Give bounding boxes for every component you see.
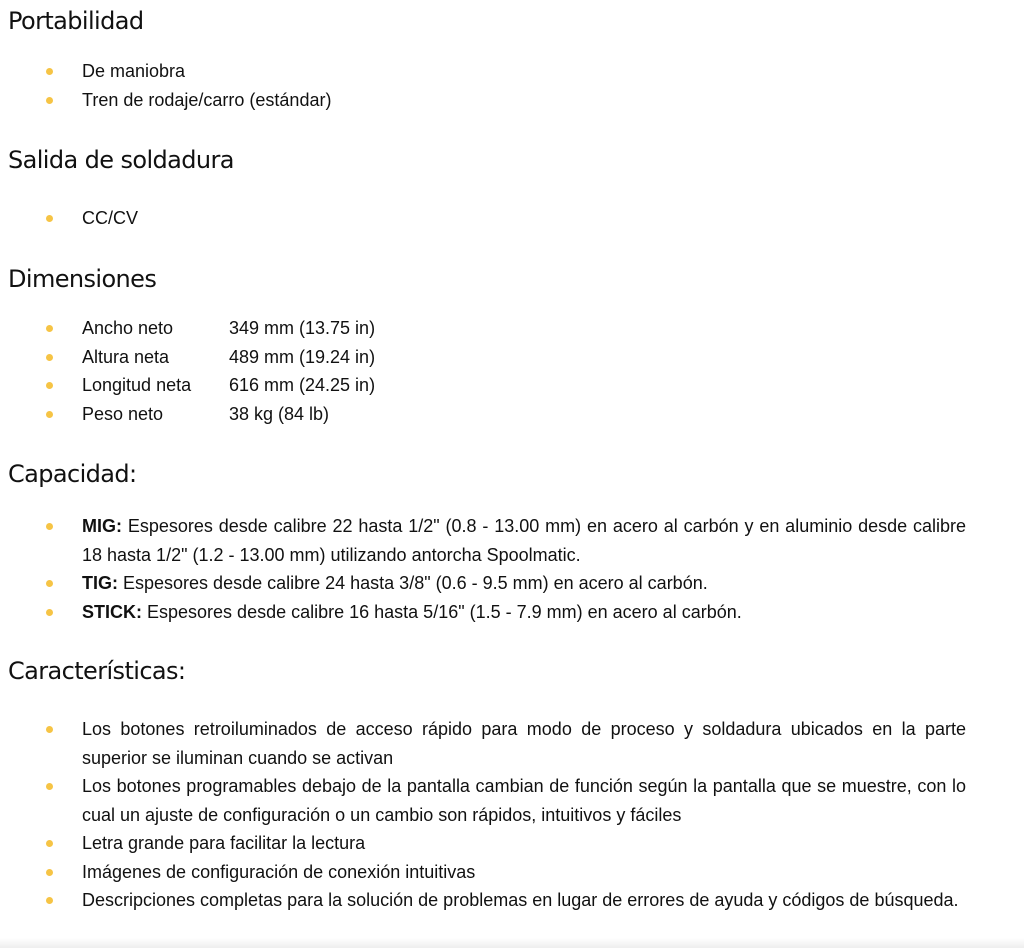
dimension-label: Longitud neta xyxy=(82,375,192,395)
capacidad-heading: Capacidad: xyxy=(8,460,137,488)
dimension-label: Altura neta xyxy=(82,346,170,367)
bullet-icon xyxy=(46,580,53,587)
list-item-text: CC/CV xyxy=(82,208,139,228)
list-item xyxy=(0,772,1024,829)
list-item xyxy=(0,343,1024,372)
list-item xyxy=(0,57,1024,86)
process-label: MIG: xyxy=(82,516,122,536)
dimension-value: 489 mm (19.24 in) xyxy=(229,346,376,367)
bullet-icon xyxy=(46,411,53,418)
list-item xyxy=(0,204,1024,233)
bullet-icon xyxy=(46,869,53,876)
dimension-label: Ancho neto xyxy=(82,318,174,338)
list-item xyxy=(0,512,1024,569)
bullet-icon xyxy=(46,215,53,222)
list-item-text: Descripciones completas para la solución de problemas en lugar de errores de ayuda y códigos de búsqueda. xyxy=(82,890,959,910)
portabilidad-list xyxy=(0,57,1024,114)
caracteristicas-list xyxy=(0,715,1024,915)
caracteristicas-heading: Características: xyxy=(8,657,186,685)
list-item xyxy=(0,886,1024,915)
bullet-icon xyxy=(46,897,53,904)
bullet-icon xyxy=(46,68,53,75)
dimension-value: 616 mm (24.25 in) xyxy=(229,375,376,395)
portabilidad-heading: Portabilidad xyxy=(8,7,144,35)
bullet-icon xyxy=(46,783,53,790)
bullet-icon xyxy=(46,382,53,389)
process-label: STICK: xyxy=(82,601,142,622)
bullet-icon xyxy=(46,840,53,847)
list-item xyxy=(0,598,1024,627)
dimension-value: 38 kg (84 lb) xyxy=(229,403,330,424)
bullet-icon xyxy=(46,609,53,616)
capacidad-list xyxy=(0,512,1024,626)
dimension-value: 349 mm (13.75 in) xyxy=(229,318,376,338)
bullet-icon xyxy=(46,523,53,530)
list-item xyxy=(0,829,1024,858)
list-item xyxy=(0,86,1024,115)
salida-list xyxy=(0,204,1024,233)
bullet-icon xyxy=(46,97,53,104)
process-text: Espesores desde calibre 22 hasta 1/2" (0.8 - 13.00 mm) en acero al carbón y en aluminio desde calibre 18 hasta 1/2" (1.2 - 13.00 mm) utilizando antorcha Spoolmatic. xyxy=(82,516,966,565)
list-item-text: Los botones programables debajo de la pantalla cambian de función según la pantalla que se muestre, con lo cual un ajuste de configuración o un cambio son rápidos, intuitivos y fáciles xyxy=(82,776,966,825)
process-label: TIG: xyxy=(82,573,118,593)
list-item xyxy=(0,371,1024,400)
salida-heading: Salida de soldadura xyxy=(8,146,234,174)
list-item xyxy=(0,715,1024,772)
process-text: Espesores desde calibre 16 hasta 5/16" (1.5 - 7.9 mm) en acero al carbón. xyxy=(147,601,742,622)
list-item-text: Imágenes de configuración de conexión intuitivas xyxy=(82,861,476,882)
list-item-text: Letra grande para facilitar la lectura xyxy=(82,833,366,853)
list-item xyxy=(0,400,1024,429)
dimensiones-list xyxy=(0,314,1024,428)
dimension-label: Peso neto xyxy=(82,403,164,424)
list-item xyxy=(0,858,1024,887)
bullet-icon xyxy=(46,325,53,332)
page-bottom-edge xyxy=(0,938,1024,948)
list-item xyxy=(0,569,1024,598)
list-item-text: Tren de rodaje/carro (estándar) xyxy=(82,89,332,110)
list-item xyxy=(0,314,1024,343)
bullet-icon xyxy=(46,726,53,733)
list-item-text: Los botones retroiluminados de acceso rápido para modo de proceso y soldadura ubicados en la parte superior se iluminan cuando se activan xyxy=(82,719,966,768)
bullet-icon xyxy=(46,354,53,361)
list-item-text: De maniobra xyxy=(82,61,186,81)
dimensiones-heading: Dimensiones xyxy=(8,265,157,293)
process-text: Espesores desde calibre 24 hasta 3/8" (0.6 - 9.5 mm) en acero al carbón. xyxy=(123,573,708,593)
